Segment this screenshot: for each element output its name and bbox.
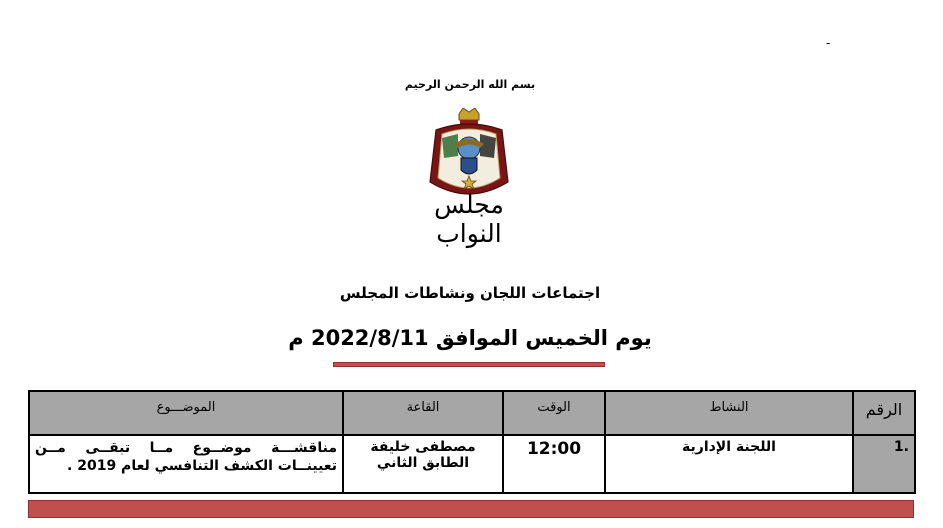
header-number: الرقم bbox=[853, 391, 915, 435]
row-hall-name: مصطفى خليفة bbox=[370, 439, 476, 455]
date-underline-bar bbox=[333, 362, 605, 367]
date-title: يوم الخميس الموافق 2022/8/11 م bbox=[288, 326, 652, 350]
header-subject: الموضـــوع bbox=[29, 391, 343, 435]
header-hall: القاعة bbox=[343, 391, 503, 435]
row-number: .1 bbox=[853, 435, 915, 493]
header-time: الوقت bbox=[503, 391, 605, 435]
bottom-accent-bar bbox=[28, 500, 914, 518]
row-hall bbox=[343, 435, 503, 493]
table-header-row bbox=[29, 391, 915, 435]
corner-dash: - bbox=[826, 36, 831, 50]
page-heading: اجتماعات اللجان ونشاطات المجلس bbox=[339, 284, 601, 302]
row-hall-floor: الطابق الثاني bbox=[376, 455, 470, 471]
basmala-text: بسم الله الرحمن الرحيم bbox=[404, 78, 536, 91]
table-row bbox=[29, 435, 915, 493]
header-activity: النشاط bbox=[605, 391, 853, 435]
schedule-table bbox=[28, 390, 916, 494]
row-activity: اللجنة الإدارية bbox=[605, 435, 853, 493]
row-subject: مناقشـــة موضــوع مــا تبقــى مــن تعيينــات الكشف التنافسي لعام 2019 . bbox=[29, 435, 343, 493]
parliament-logo-text: مجلس النواب bbox=[434, 190, 504, 248]
row-time: 12:00 bbox=[503, 435, 605, 493]
coat-of-arms-emblem bbox=[428, 108, 510, 200]
